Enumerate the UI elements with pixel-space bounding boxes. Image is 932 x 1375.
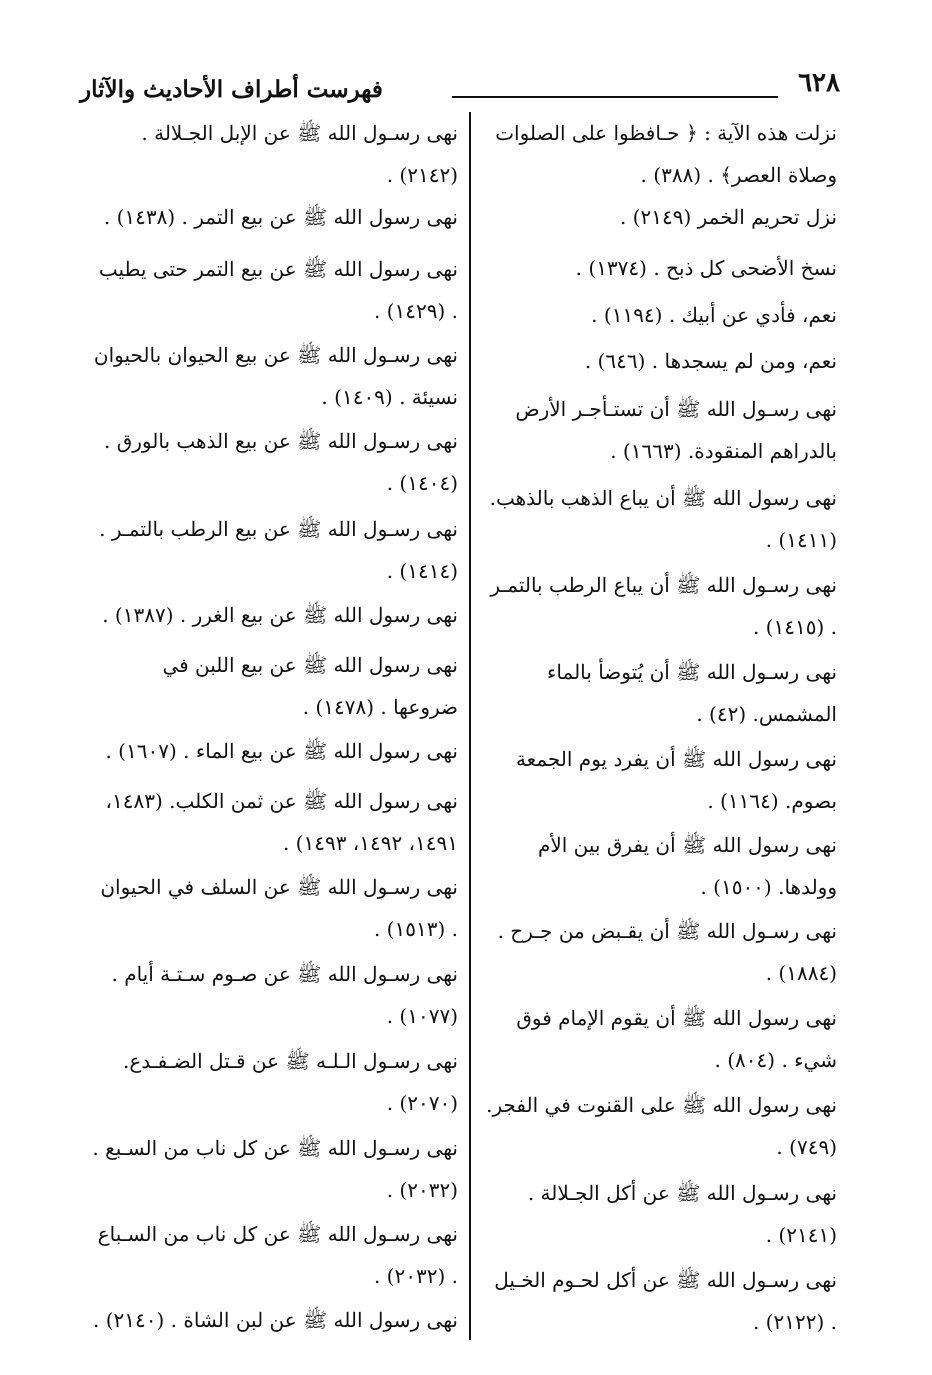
index-entry xyxy=(92,594,458,636)
index-entry xyxy=(92,196,458,238)
page-header xyxy=(80,68,840,112)
entry-text: نهى رسـول الله ﷺ أن يباع الرطب بالتمـر . (١٤١٥) . xyxy=(490,573,837,639)
entry-text: نهى رسـول الله ﷺ عن كل ناب من السـباع . (٢٠٣٢) . xyxy=(97,1222,458,1288)
index-entry xyxy=(482,1084,837,1168)
index-entry xyxy=(482,294,837,336)
index-entry xyxy=(92,1127,458,1211)
index-entry xyxy=(482,564,837,648)
entry-text: نعم، فأدي عن أبيك . (١١٩٤) . xyxy=(591,303,837,327)
entry-text: نهى رسول الله ﷺ على القنوت في الفجر. (٧٤٩) . xyxy=(486,1093,837,1159)
entry-text: نهى رسـول الله ﷺ عن بيع الحيوان بالحيوان نسيئة . (١٤٠٩) . xyxy=(93,343,458,409)
entry-text: نهى رسول الله ﷺ عن بيع الماء . (١٦٠٧) . xyxy=(105,739,458,763)
entry-text: نزلت هذه الآية : ﴿ حـافظوا على الصلوات وصلاة العصر﴾ . (٣٨٨) . xyxy=(495,121,837,187)
entry-text: نهى رسـول الله ﷺ عن السلف في الحيوان . (١٥١٣) . xyxy=(100,875,458,941)
index-entry xyxy=(92,1040,458,1124)
index-entry xyxy=(92,644,458,728)
entry-text: نهى رسول الله ﷺ عن بيع اللبن في ضروعها . (١٤٧٨) . xyxy=(162,653,458,719)
entry-text: نهى رسـول الـلـه ﷺ عن قـتل الضـفـدع. (٢٠٧٠) . xyxy=(123,1049,458,1115)
entry-text: نهى رسول الله ﷺ أن يفرد يوم الجمعة بصوم. (١١٦٤) . xyxy=(515,747,837,813)
entry-text: نهى رسـول الله ﷺ عن كل ناب من السـبع . (٢٠٣٢) . xyxy=(92,1136,458,1202)
entry-text: نهى رسول الله ﷺ أن يقوم الإمام فوق شيء . (٨٠٤) . xyxy=(516,1006,837,1072)
entry-text: نهى رسول الله ﷺ عن بيع التمر حتى يطيب . (١٤٢٩) . xyxy=(98,257,458,323)
entry-text: نهى رسول الله ﷺ أن يفرق بين الأم وولدها. (١٥٠٠) . xyxy=(537,833,837,899)
index-entry xyxy=(92,334,458,418)
entry-text: نعم، ومن لم يسجدها . (٦٤٦) . xyxy=(584,349,837,373)
entry-text: نهى رسول الله ﷺ عن بيع الغرر . (١٣٨٧) . xyxy=(102,603,458,627)
index-entry xyxy=(482,477,837,561)
entry-text: نسخ الأضحى كل ذبح . (١٣٧٤) . xyxy=(575,256,837,280)
entry-text: نهى رسـول الله ﷺ أن يُتوضأ بالماء المشمس. (٤٢) . xyxy=(547,660,837,726)
index-entry xyxy=(482,910,837,994)
index-entry xyxy=(482,247,837,289)
index-entry xyxy=(482,1172,837,1256)
entry-text: نهى رسول الله ﷺ عن ثمن الكلب. (١٤٨٣، ١٤٩١، ١٤٩٢، ١٤٩٣) . xyxy=(105,789,458,855)
index-entry xyxy=(482,388,837,472)
entry-text: نهى رسـول الله ﷺ عن صـوم سـتـة أيام . (١٠٧٧) . xyxy=(111,962,458,1028)
index-entry xyxy=(92,730,458,772)
index-entry xyxy=(482,340,837,382)
index-entry xyxy=(482,997,837,1081)
entry-text: نهى رسـول الله ﷺ عن أكل لحـوم الخـيل . (٢١٢٢) . xyxy=(494,1268,837,1334)
column-divider xyxy=(469,112,471,1340)
index-entry xyxy=(92,420,458,504)
index-entry xyxy=(92,248,458,332)
entry-text: نهى رسول الله ﷺ أن يباع الذهب بالذهب. (١٤١١) . xyxy=(489,486,837,552)
index-entry xyxy=(92,1299,458,1341)
index-entry xyxy=(482,651,837,735)
entry-text: نهى رسول الله ﷺ عن بيع التمر . (١٤٣٨) . xyxy=(103,205,458,229)
index-entry xyxy=(92,508,458,592)
index-entry xyxy=(482,112,837,196)
index-entry xyxy=(482,1259,837,1343)
index-entry xyxy=(482,824,837,908)
entry-text: نهى رسـول الله ﷺ عن بيع الرطب بالتمـر . (١٤١٤) . xyxy=(99,517,458,583)
entry-text: نهى رسـول الله ﷺ أن تستـأجـر الأرض بالدراهم المنقودة. (١٦٦٣) . xyxy=(515,397,837,463)
page-number: ٦٢٨ xyxy=(798,68,840,98)
running-title: فهرست أطراف الأحاديث والآثار xyxy=(80,76,383,103)
index-entry xyxy=(92,866,458,950)
entry-text: نهى رسـول الله ﷺ عن أكل الجـلالة . (٢١٤١) . xyxy=(527,1181,837,1247)
index-entry xyxy=(482,196,837,238)
header-rule xyxy=(452,96,778,98)
index-entry xyxy=(92,112,458,196)
index-entry xyxy=(92,953,458,1037)
index-entry xyxy=(482,738,837,822)
entry-text: نزل تحريم الخمر (٢١٤٩) . xyxy=(619,205,837,229)
entry-text: نهى رسول الله ﷺ عن لبن الشاة . (٢١٤٠) . xyxy=(93,1308,458,1332)
entry-text: نهى رسـول الله ﷺ عن بيع الذهب بالورق . (١٤٠٤) . xyxy=(104,429,458,495)
entry-text: نهى رسـول الله ﷺ عن الإبل الجـلالة . (٢١٤٢) . xyxy=(141,121,458,187)
index-entry xyxy=(92,1213,458,1297)
index-entry xyxy=(92,780,458,864)
entry-text: نهى رسـول الله ﷺ أن يقـبض من جـرح . (١٨٨٤) . xyxy=(497,919,837,985)
